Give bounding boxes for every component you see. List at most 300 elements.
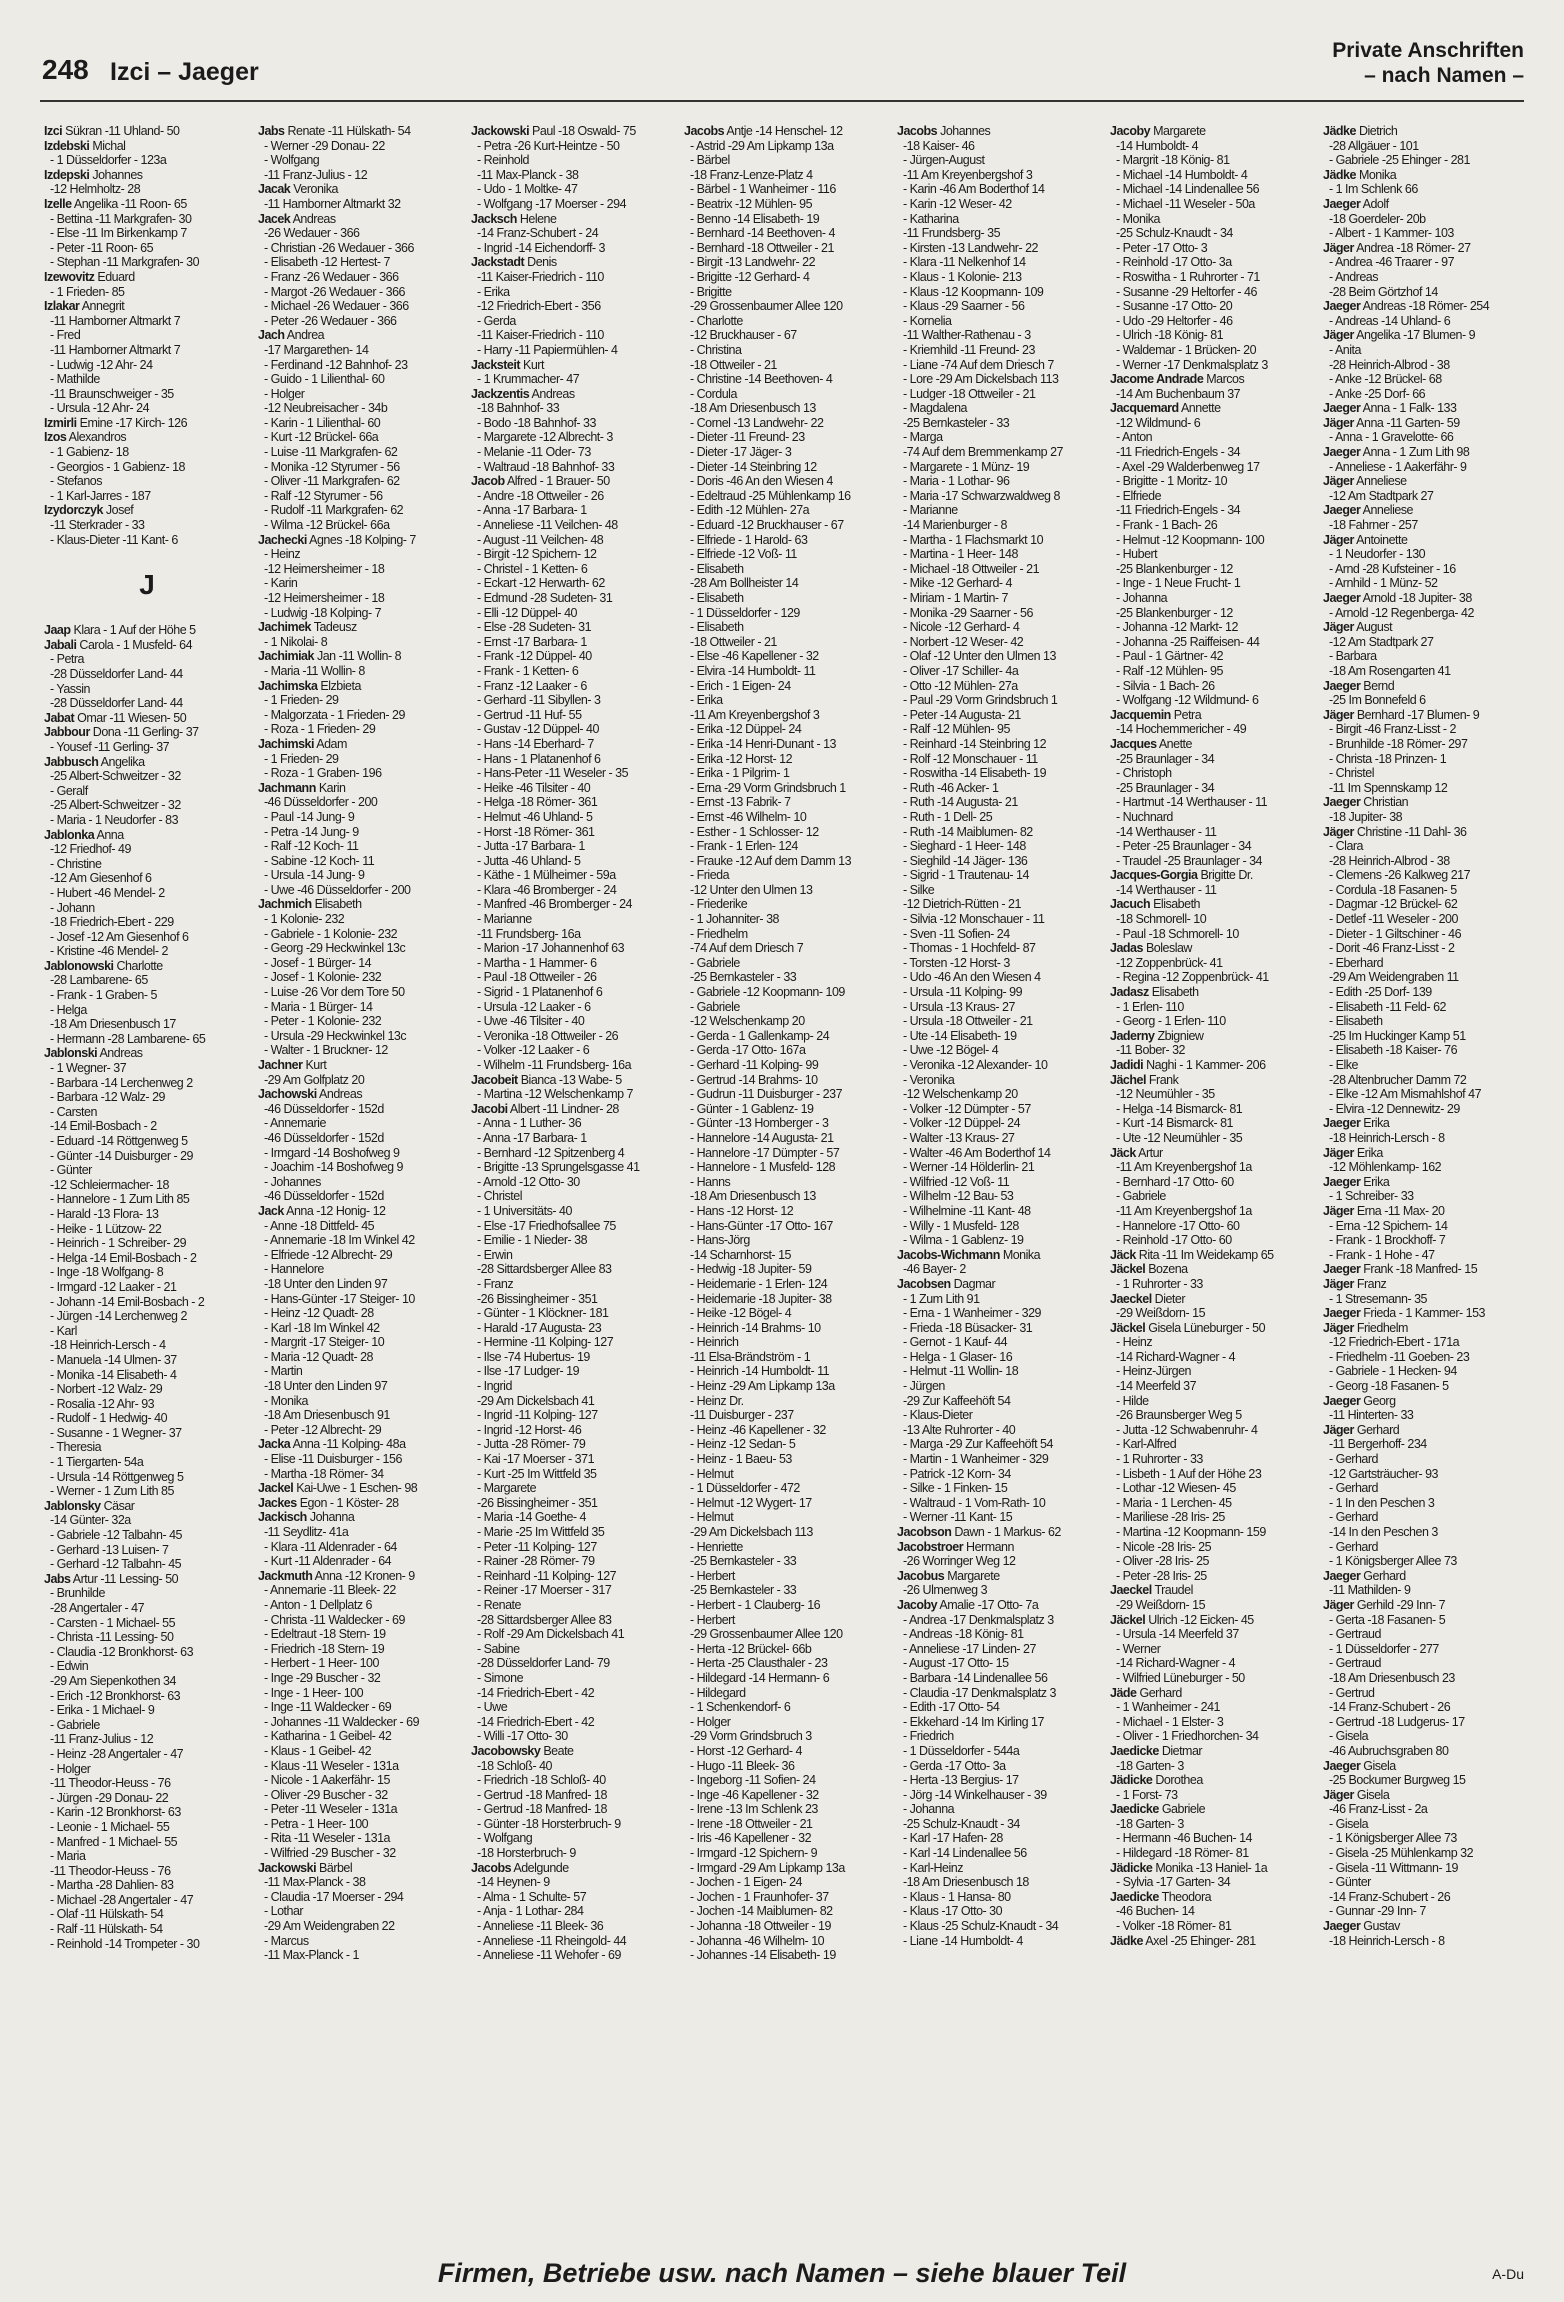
directory-entry: - Reinhold -17 Otto- 60 [1116, 1233, 1232, 1248]
directory-entry: -14 Friedrich-Ebert - 42 [477, 1714, 595, 1729]
entry-text: Andreas [292, 211, 336, 226]
directory-entry: -18 Heinrich-Lersch - 8 [1329, 1130, 1445, 1145]
directory-entry: - Katharina - 1 Geibel- 42 [264, 1729, 392, 1744]
directory-entry: - Frank - 1 Bach- 26 [1116, 518, 1218, 533]
directory-entry: - Elfriede -12 Voß- 11 [690, 547, 797, 562]
directory-entry: - Helmut [690, 1466, 734, 1481]
directory-entry: -46 Aubruchsgraben 80 [1329, 1743, 1449, 1758]
directory-entry: -18 Kaiser- 46 [903, 138, 975, 153]
directory-entry [258, 897, 464, 912]
directory-entry [1323, 124, 1524, 139]
directory-entry: - Marion -17 Johannenhof 63 [477, 941, 625, 956]
directory-entry: - Wilfried Lüneburger - 50 [1116, 1670, 1245, 1685]
directory-entry [1110, 1292, 1316, 1307]
directory-entry: - Claudia -12 Bronkhorst- 63 [50, 1644, 194, 1659]
directory-entry: - Klaus -25 Schulz-Knaudt - 34 [903, 1919, 1059, 1934]
directory-entry: - Anton - 1 Dellplatz 6 [264, 1597, 373, 1612]
directory-entry [1110, 1583, 1316, 1598]
directory-entry [471, 1102, 677, 1117]
directory-entry: - 1 Forst- 73 [1116, 1787, 1178, 1802]
directory-entry: - Ilse -17 Ludger- 19 [477, 1364, 580, 1379]
directory-entry: - Reinhold -17 Otto- 3a [1116, 255, 1232, 270]
directory-entry: - Ilse -74 Hubertus- 19 [477, 1349, 590, 1364]
directory-entry: - Annemarie [264, 1116, 326, 1131]
directory-entry: - 1 Krummacher- 47 [477, 372, 580, 387]
directory-entry: -46 Düsseldorfer - 152d [264, 1189, 384, 1204]
directory-entry: -18 Am Driesenbusch 18 [903, 1875, 1029, 1890]
directory-entry: - Klaus -29 Saarner - 56 [903, 299, 1025, 314]
directory-entry [258, 1496, 464, 1511]
directory-entry: -28 Angertaler - 47 [50, 1601, 145, 1615]
entry-surname: Jacquemard [1110, 401, 1179, 416]
directory-entry: - Jürgen -29 Donau- 22 [50, 1790, 169, 1805]
directory-entry: - Stephan -11 Markgrafen- 30 [50, 255, 200, 270]
directory-entry: - Albert - 1 Kammer- 103 [1329, 226, 1454, 241]
directory-entry: -14 Günter- 32a [50, 1513, 131, 1528]
directory-entry [1110, 1802, 1316, 1817]
directory-entry: - Edwin [50, 1659, 89, 1674]
directory-entry [258, 1204, 464, 1219]
directory-entry: - Klaus -17 Otto- 30 [903, 1904, 1003, 1919]
entry-text: Hermann [966, 1539, 1014, 1554]
directory-entry: - Martha - 1 Flachsmarkt 10 [903, 532, 1044, 547]
entry-surname: Jacques-Gorgia [1110, 868, 1198, 883]
directory-entry [1323, 503, 1524, 518]
directory-entry [1110, 1744, 1316, 1759]
directory-column [471, 124, 677, 2214]
entry-text: Erika [1356, 1145, 1383, 1160]
directory-entry: -28 Düsseldorfer Land- 44 [50, 696, 183, 711]
directory-entry: - Michael -28 Angertaler - 47 [50, 1892, 194, 1907]
directory-entry: - Helga -14 Bismarck- 81 [1116, 1101, 1243, 1116]
directory-entry [1110, 1773, 1316, 1788]
entry-text: Marcos [1206, 372, 1245, 387]
directory-entry: - Susanne -17 Otto- 20 [1116, 299, 1233, 314]
directory-entry: - Eberhard [1329, 955, 1384, 970]
directory-entry: - Johanna -46 Wilhelm- 10 [690, 1933, 825, 1948]
directory-entry: - Christine [50, 856, 102, 871]
directory-entry: - Marianne [903, 503, 958, 518]
directory-entry: - Reinhard -11 Kolping- 127 [477, 1568, 617, 1583]
entry-surname: Jackes [258, 1495, 297, 1510]
directory-entry [1110, 401, 1316, 416]
directory-entry: - Inge - 1 Heer- 100 [264, 1685, 364, 1700]
directory-entry: -18 Jupiter- 38 [1329, 809, 1403, 824]
entry-surname: Jacques [1110, 736, 1157, 751]
directory-entry: - Klaus - 1 Hansa- 80 [903, 1889, 1011, 1904]
directory-entry: - Inge -46 Kapellener - 32 [690, 1787, 819, 1802]
directory-entry: - Gabriele [1116, 1189, 1166, 1204]
directory-entry: - Irmgard -12 Laaker - 21 [50, 1279, 177, 1294]
directory-entry: - Michael -11 Weseler - 50a [1116, 196, 1255, 211]
directory-entry: - 1 Schreiber- 33 [1329, 1189, 1414, 1204]
directory-entry: - Brunhilde -18 Römer- 297 [1329, 736, 1468, 751]
directory-entry: - Bärbel [690, 153, 730, 168]
directory-entry: - Margot -26 Wedauer - 366 [264, 284, 406, 299]
entry-surname: Jachimska [258, 678, 318, 693]
directory-entry: -26 Bissingheimer - 351 [477, 1495, 598, 1510]
directory-entry: - Ralf -12 Mühlen- 95 [903, 722, 1010, 737]
directory-entry: - Guido - 1 Lilienthal- 60 [264, 372, 385, 387]
directory-entry: - Eduard -14 Röttgenweg 5 [50, 1134, 188, 1148]
directory-entry: - Friedhelm -11 Goeben- 23 [1329, 1349, 1470, 1364]
entry-surname: Izci [44, 124, 63, 138]
directory-entry: - Mathilde [50, 372, 100, 387]
directory-entry: - Wilhelm -12 Bau- 53 [903, 1189, 1014, 1204]
directory-entry: - Klaus-Dieter -11 Kant- 6 [50, 532, 178, 547]
entry-surname: Jaeger [1323, 503, 1361, 518]
directory-entry: -46 Düsseldorfer - 152d [264, 1130, 384, 1145]
directory-entry: - Peter -17 Otto- 3 [1116, 240, 1208, 255]
directory-entry [471, 255, 677, 270]
directory-entry: - Petra -26 Kurt-Heintze - 50 [477, 138, 620, 153]
directory-entry: - Gerta -18 Fasanen- 5 [1329, 1612, 1446, 1627]
directory-entry: - Ernst -17 Barbara- 1 [477, 634, 587, 649]
directory-entry: - Birgit -46 Franz-Lisst - 2 [1329, 722, 1457, 737]
directory-entry: - Inge -29 Buscher - 32 [264, 1670, 381, 1685]
directory-entry: - Martina - 1 Heer- 148 [903, 547, 1018, 562]
entry-text: Axel -25 Ehinger- 281 [1145, 1933, 1256, 1948]
directory-entry: - Petra -14 Jung- 9 [264, 824, 359, 839]
entry-text: Gerhard [1363, 1568, 1406, 1583]
directory-entry: - Axel -29 Walderbenweg 17 [1116, 459, 1260, 474]
entry-surname: Jacome Andrade [1110, 372, 1204, 387]
directory-entry: - Elisabeth [1329, 1014, 1383, 1029]
directory-entry: - Werner [1116, 1641, 1161, 1656]
directory-entry: - Anna -17 Barbara- 1 [477, 1130, 587, 1145]
entry-text: Elisabeth [314, 897, 362, 912]
directory-entry [1323, 1175, 1524, 1190]
directory-entry: - Anna - 1 Luther- 36 [477, 1116, 582, 1131]
directory-entry: - Gabriele [50, 1717, 100, 1732]
entry-surname: Jaeckel [1110, 1583, 1152, 1598]
directory-entry [897, 1569, 1103, 1584]
directory-entry: -74 Auf dem Driesch 7 [690, 941, 804, 956]
directory-entry: - Gertraud [1329, 1627, 1381, 1642]
directory-entry: - 1 Düsseldorfer - 123a [50, 153, 167, 168]
directory-entry: -28 Heinrich-Albrod - 38 [1329, 357, 1450, 372]
directory-entry: - Liane -74 Auf dem Driesch 7 [903, 357, 1054, 372]
entry-text: Anneliese [1362, 503, 1414, 518]
directory-entry: - Benno -14 Elisabeth- 19 [690, 211, 820, 226]
directory-entry: - Jürgen [903, 1379, 945, 1394]
directory-entry: - Gabriele - 1 Hecken- 94 [1329, 1364, 1457, 1379]
directory-entry: - Barbara -12 Walz- 29 [50, 1090, 165, 1105]
directory-entry: - Klaus - 1 Kolonie- 213 [903, 269, 1022, 284]
directory-entry: - 1 In den Peschen 3 [1329, 1495, 1435, 1510]
entry-text: Anna [96, 827, 124, 842]
entry-text: Christine -11 Dahl- 36 [1356, 824, 1467, 839]
directory-entry: - Clemens -26 Kalkweg 217 [1329, 868, 1471, 883]
entry-surname: Jadas [1110, 941, 1143, 956]
directory-entry: - Volker -12 Laaker - 6 [477, 1043, 590, 1058]
directory-entry: - 1 Tiergarten- 54a [50, 1455, 144, 1470]
entry-text: Frank [1148, 1072, 1179, 1087]
directory-entry: - 1 Neudorfer - 130 [1329, 547, 1426, 562]
directory-entry: - Frank -12 Düppel- 40 [477, 649, 592, 664]
directory-entry: - Else -17 Friedhofsallee 75 [477, 1218, 616, 1233]
directory-entry: - Gerda - 1 Gallenkamp- 24 [690, 1028, 830, 1043]
directory-entry: -12 Welschenkamp 20 [690, 1014, 805, 1029]
directory-entry: -46 Franz-Lisst - 2a [1329, 1802, 1428, 1817]
directory-entry: - Margrit -17 Steiger- 10 [264, 1335, 385, 1350]
entry-text: Anna -11 Garten- 59 [1356, 415, 1460, 430]
directory-entry: - Paul -29 Vorm Grindsbruch 1 [903, 693, 1058, 708]
directory-entry: -25 Albert-Schweitzer - 32 [50, 798, 181, 813]
directory-entry: - Heike - 1 Lützow- 22 [50, 1221, 162, 1236]
entry-text: Josef [105, 503, 134, 518]
directory-entry: - Veronika [903, 1072, 955, 1087]
directory-entry: - Barbara -14 Lindenallee 56 [903, 1670, 1048, 1685]
directory-entry: - Arnold -12 Otto- 30 [477, 1174, 580, 1189]
entry-text: Helene [519, 211, 557, 226]
directory-entry [897, 1598, 1103, 1613]
directory-entry: - Gustav -12 Düppel- 40 [477, 722, 599, 737]
directory-entry: - Brigitte - 1 Moritz- 10 [1116, 474, 1228, 489]
directory-entry: - Gabriele [690, 999, 740, 1014]
directory-entry: - Traudel -25 Braunlager - 34 [1116, 853, 1263, 868]
directory-entry: - Ruth - 1 Dell- 25 [903, 809, 993, 824]
directory-entry [1323, 401, 1524, 416]
directory-entry: - Erika - 1 Pilgrim- 1 [690, 766, 790, 781]
directory-entry: - Edith -25 Dorf- 139 [1329, 985, 1432, 1000]
entry-surname: Jachmann [258, 780, 316, 795]
directory-entry: - Elisabeth [690, 591, 744, 605]
page-header [0, 0, 1564, 100]
header-rule [40, 100, 1524, 102]
entry-surname: Jäger [1323, 1597, 1354, 1612]
directory-entry [1110, 941, 1316, 956]
directory-entry [897, 1540, 1103, 1555]
directory-entry: - Fred [50, 328, 81, 343]
directory-entry: - Anton [1116, 430, 1153, 445]
entry-text: Anna - 1 Zum Lith 98 [1362, 445, 1470, 460]
entry-surname: Jachimek [258, 620, 311, 635]
directory-entry: - Else -46 Kapellener - 32 [690, 649, 819, 664]
directory-entry: - Wolfgang -17 Moerser - 294 [477, 196, 627, 211]
directory-entry: - Annemarie -11 Bleek- 22 [264, 1583, 396, 1598]
directory-entry: - Karin -12 Weser- 42 [903, 196, 1012, 211]
directory-entry: - Hilde [1116, 1393, 1149, 1408]
directory-entry: - Esther - 1 Schlosser- 12 [690, 824, 819, 839]
directory-entry: - Kai -17 Moerser - 371 [477, 1452, 595, 1467]
directory-entry: - Jutta -28 Römer- 79 [477, 1437, 586, 1452]
directory-entry: - Mariliese -28 Iris- 25 [1116, 1510, 1225, 1525]
directory-entry [1110, 1613, 1316, 1628]
directory-entry: - 1 Stresemann- 35 [1329, 1291, 1427, 1306]
directory-entry: - Eduard -12 Bruckhauser - 67 [690, 518, 844, 533]
entry-surname: Jablonowski [44, 958, 114, 973]
directory-entry: - Hans-Jörg [690, 1233, 750, 1248]
directory-entry: -11 Hamborner Altmarkt 32 [264, 196, 401, 211]
directory-entry: - Lore -29 Am Dickelsbach 113 [903, 372, 1059, 387]
directory-entry: - Ruth -46 Acker- 1 [903, 780, 999, 795]
directory-entry: - Malgorzata - 1 Frieden- 29 [264, 707, 405, 722]
directory-entry: - Heinrich -14 Brahms- 10 [690, 1320, 821, 1335]
directory-entry: -74 Auf dem Bremmenkamp 27 [903, 445, 1063, 460]
entry-surname: Jaap [44, 623, 71, 638]
directory-entry: -18 Franz-Lenze-Platz 4 [690, 167, 813, 182]
directory-entry: - Heinz [1116, 1335, 1153, 1350]
directory-entry: - Dieter -17 Jäger- 3 [690, 445, 792, 460]
directory-entry: - Roswitha - 1 Ruhrorter - 71 [1116, 269, 1260, 284]
directory-entry: - Clara [1329, 839, 1364, 854]
directory-entry: - Simone [477, 1670, 524, 1685]
directory-entry: - Ekkehard -14 Im Kirling 17 [903, 1714, 1044, 1729]
directory-entry: - Holger [50, 1761, 91, 1776]
directory-entry: - Reinhold [477, 153, 529, 168]
directory-entry: - Erika -12 Horst- 12 [690, 751, 793, 766]
directory-entry: - Werner -11 Kant- 15 [903, 1510, 1013, 1525]
directory-entry: - Wilhelm -11 Frundsberg- 16a [477, 1058, 632, 1072]
directory-entry: -11 Theodor-Heuss - 76 [50, 1863, 171, 1878]
directory-entry: -11 Max-Planck - 1 [264, 1948, 359, 1963]
directory-entry [1110, 1861, 1316, 1876]
directory-entry: - Ernst -13 Fabrik- 7 [690, 795, 791, 810]
directory-entry: - Erika -12 Düppel- 24 [690, 722, 802, 737]
directory-entry: - Oliver -28 Iris- 25 [1116, 1554, 1209, 1569]
directory-entry: - Irmgard -12 Spichern- 9 [690, 1846, 818, 1861]
directory-entry: -11 Theodor-Heuss - 76 [50, 1776, 171, 1791]
directory-entry: - Peter -26 Wedauer - 366 [264, 313, 397, 328]
directory-entry: -14 Meerfeld 37 [1116, 1379, 1197, 1394]
directory-entry: - Wilhelmine -11 Kant- 48 [903, 1203, 1031, 1218]
entry-surname: Jacobson [897, 1525, 952, 1539]
directory-entry [258, 1058, 464, 1073]
directory-entry: - Herta -13 Bergius- 17 [903, 1773, 1019, 1788]
directory-entry: - Silke [903, 882, 935, 897]
entry-text: Margarete [947, 1568, 1000, 1583]
directory-entry: - Ulrich -18 König- 81 [1116, 328, 1224, 343]
entry-surname: Jädke [1323, 167, 1356, 182]
directory-entry: - Brigitte [690, 284, 732, 299]
directory-entry: - Eckart -12 Herwarth- 62 [477, 576, 605, 591]
directory-entry: -29 Weißdorn- 15 [1116, 1306, 1206, 1321]
directory-entry [258, 1087, 464, 1102]
directory-entry: - Gerda [477, 313, 516, 328]
entry-surname: Jaeger [1323, 299, 1361, 314]
directory-entry: - Jochen - 1 Fraunhofer- 37 [690, 1889, 829, 1904]
directory-entry: -29 Grossenbaumer Allee 120 [690, 299, 843, 314]
directory-entry: - Georgios - 1 Gabienz- 18 [50, 459, 185, 474]
section-heading [1332, 38, 1524, 88]
directory-entry: - Elfriede - 1 Harold- 63 [690, 532, 808, 547]
directory-entry: -14 Friedrich-Ebert - 42 [477, 1685, 595, 1700]
directory-entry: - Erika [690, 693, 723, 708]
directory-entry [1323, 1423, 1524, 1438]
directory-entry: - Heinz-Jürgen [1116, 1364, 1191, 1379]
directory-entry: - Lothar [264, 1904, 304, 1919]
footer-code: A-Du [1492, 2266, 1524, 2282]
directory-entry: - Hans-Günter -17 Steiger- 10 [264, 1291, 415, 1306]
directory-entry [258, 124, 464, 139]
entry-surname: Jackel [258, 1481, 294, 1496]
directory-entry: - 1 Frieden- 29 [264, 751, 339, 766]
entry-surname: Jabs [258, 124, 285, 138]
directory-entry [1110, 1934, 1316, 1949]
directory-entry [1323, 1569, 1524, 1584]
directory-entry: - Hans -12 Horst- 12 [690, 1203, 794, 1218]
directory-entry [1323, 1306, 1524, 1321]
entry-text: Omar -11 Wiesen- 50 [77, 710, 187, 725]
directory-entry: -12 Friedrich-Ebert - 171a [1329, 1335, 1460, 1350]
directory-entry: - 1 Zum Lith 91 [903, 1291, 980, 1306]
entry-text: Monika [1002, 1247, 1041, 1262]
directory-entry: - Volker -18 Römer- 81 [1116, 1919, 1232, 1934]
directory-entry: - Inge -11 Waldecker - 69 [264, 1700, 392, 1715]
directory-entry: - Gernot - 1 Kauf- 44 [903, 1335, 1008, 1350]
directory-entry: -11 Seydlitz- 41a [264, 1525, 349, 1539]
directory-entry: -11 Walther-Rathenau - 3 [903, 328, 1031, 343]
directory-entry: - Helmut -46 Uhland- 5 [477, 809, 593, 824]
directory-entry: - Gerhard [1329, 1481, 1378, 1496]
directory-entry [1110, 1146, 1316, 1161]
directory-entry: - August -17 Otto- 15 [903, 1656, 1009, 1671]
directory-entry: - Herta -12 Brückel- 66b [690, 1641, 812, 1656]
directory-entry: - Irene -18 Ottweiler - 21 [690, 1816, 813, 1831]
entry-surname: Jachowski [258, 1087, 317, 1102]
directory-entry: -11 Bergerhoff- 234 [1329, 1437, 1427, 1452]
directory-entry: - Ingeborg -11 Sofien- 24 [690, 1773, 816, 1788]
entry-surname: Jacobs [684, 124, 725, 138]
directory-entry: - Andreas -14 Uhland- 6 [1329, 313, 1451, 328]
entry-text: Klara - 1 Auf der Höhe 5 [73, 623, 196, 638]
directory-entry [44, 959, 250, 974]
directory-entry: - Käthe - 1 Mülheimer - 59a [477, 868, 616, 883]
directory-entry: -14 Marienburger - 8 [903, 518, 1007, 533]
directory-entry: - Doris -46 An den Wiesen 4 [690, 474, 833, 489]
entry-text: Jan -11 Wollin- 8 [316, 649, 402, 664]
directory-entry [1323, 825, 1524, 840]
entry-text: Frieda - 1 Kammer- 153 [1363, 1306, 1485, 1321]
directory-entry: - Roswitha -14 Elisabeth- 19 [903, 766, 1047, 781]
directory-entry: - Maria - 1 Neudorfer - 83 [50, 812, 179, 827]
directory-entry: - Veronika -12 Alexander- 10 [903, 1058, 1048, 1072]
directory-entry: -28 Am Bollheister 14 [690, 576, 799, 591]
directory-entry: - Heinz Dr. [690, 1393, 744, 1408]
directory-entry: - Jutta -46 Uhland- 5 [477, 853, 581, 868]
directory-entry [1110, 372, 1316, 387]
entry-surname: Izewovitz [44, 269, 95, 284]
directory-entry: - Ralf -11 Hülskath- 54 [50, 1922, 163, 1937]
entry-surname: Jäger [1323, 1422, 1354, 1437]
entry-surname: Jäger [1323, 415, 1354, 430]
directory-entry: - Holger [690, 1714, 731, 1729]
directory-entry: -18 Unter den Linden 97 [264, 1276, 388, 1291]
directory-entry: - 1 Königsberger Allee 73 [1329, 1831, 1457, 1846]
directory-entry: - Wilfried -29 Buscher - 32 [264, 1846, 396, 1861]
directory-entry: - Günter -18 Horsterbruch- 9 [477, 1816, 621, 1831]
directory-entry: - Birgit -13 Landwehr- 22 [690, 255, 816, 270]
directory-entry: - Herbert [690, 1568, 735, 1583]
directory-entry: -12 Wildmund- 6 [1116, 415, 1201, 430]
directory-entry: - Günter -14 Duisburger - 29 [50, 1148, 194, 1163]
directory-entry: - Gertrud [1329, 1685, 1375, 1700]
entry-text: Monika [1358, 167, 1397, 182]
entry-text: Emine -17 Kirch- 126 [79, 415, 188, 430]
directory-entry [1323, 197, 1524, 212]
directory-entry: - Elisabeth -11 Feld- 62 [1329, 999, 1446, 1014]
entry-surname: Jaeckel [1110, 1291, 1152, 1306]
directory-entry: - Heinz [264, 547, 301, 562]
directory-entry: - Susanne -29 Heltorfer - 46 [1116, 284, 1257, 299]
entry-text: Artur [1138, 1145, 1163, 1160]
page-number: 248 [42, 54, 89, 85]
directory-entry: - Peter -11 Weseler - 131a [264, 1802, 398, 1817]
entry-text: Friedhelm [1356, 1320, 1408, 1335]
directory-entry [258, 1481, 464, 1496]
directory-entry: - Barbara [1329, 649, 1377, 664]
